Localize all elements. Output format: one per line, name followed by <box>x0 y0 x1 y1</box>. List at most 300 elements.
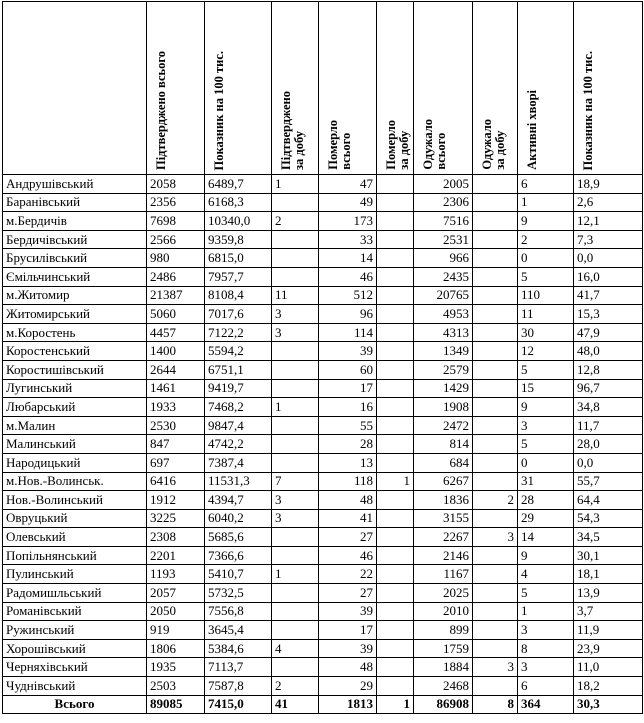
recovered-total: 20765 <box>414 286 473 305</box>
active-rate: 12,8 <box>574 360 643 379</box>
confirmed-daily: 2 <box>272 212 319 231</box>
deaths-daily <box>377 453 414 472</box>
confirmed-total: 6416 <box>147 472 205 491</box>
rate-per-100k: 11531,3 <box>205 472 272 491</box>
rate-per-100k: 9359,8 <box>205 230 272 249</box>
district-name: м.Нов.-Волинськ. <box>3 472 147 491</box>
recovered-daily <box>473 509 518 528</box>
deaths-daily <box>377 342 414 361</box>
confirmed-total: 1933 <box>147 398 205 417</box>
total-deaths-total: 1813 <box>319 695 377 714</box>
confirmed-total: 697 <box>147 453 205 472</box>
active-rate: 11,9 <box>574 621 643 640</box>
deaths-daily <box>377 249 414 268</box>
table-row <box>3 230 643 249</box>
recovered-total: 899 <box>414 621 473 640</box>
district-name: м.Малин <box>3 416 147 435</box>
confirmed-daily: 1 <box>272 565 319 584</box>
recovered-total: 3155 <box>414 509 473 528</box>
active-rate: 3,7 <box>574 602 643 621</box>
recovered-daily <box>473 230 518 249</box>
table-row <box>3 379 643 398</box>
deaths-daily <box>377 491 414 510</box>
deaths-total-header-label: Померло всього <box>326 120 353 170</box>
rate-per-100k: 7017,6 <box>205 305 272 324</box>
recovered-daily <box>473 453 518 472</box>
deaths-total: 46 <box>319 546 377 565</box>
table-row <box>3 416 643 435</box>
confirmed-daily <box>272 435 319 454</box>
rate-per-100k: 5685,6 <box>205 528 272 547</box>
active-cases: 11 <box>518 305 574 324</box>
header-row <box>3 2 643 175</box>
rate-per-100k: 6751,1 <box>205 360 272 379</box>
deaths-total: 96 <box>319 305 377 324</box>
rate-per-100k: 7957,7 <box>205 267 272 286</box>
active-rate: 13,9 <box>574 584 643 603</box>
recovered-total: 2025 <box>414 584 473 603</box>
recovered-total: 7516 <box>414 212 473 231</box>
active-cases: 29 <box>518 509 574 528</box>
confirmed-daily <box>272 379 319 398</box>
deaths-daily <box>377 398 414 417</box>
deaths-daily <box>377 639 414 658</box>
active-rate: 34,5 <box>574 528 643 547</box>
confirmed-daily: 1 <box>272 175 319 194</box>
recovered-daily <box>473 546 518 565</box>
rate-per-100k: 9847,4 <box>205 416 272 435</box>
recovered-daily <box>473 323 518 342</box>
active-rate: 54,3 <box>574 509 643 528</box>
active-rate: 30,1 <box>574 546 643 565</box>
total-recovered-daily: 8 <box>473 695 518 714</box>
active-cases: 0 <box>518 453 574 472</box>
confirmed-total: 2058 <box>147 175 205 194</box>
deaths-daily <box>377 416 414 435</box>
deaths-total: 17 <box>319 621 377 640</box>
deaths-total: 55 <box>319 416 377 435</box>
district-name: Чуднівський <box>3 677 147 696</box>
confirmed-daily: 2 <box>272 677 319 696</box>
table-row <box>3 193 643 212</box>
active-cases: 2 <box>518 230 574 249</box>
confirmed-daily <box>272 249 319 268</box>
active-rate: 28,0 <box>574 435 643 454</box>
table-row <box>3 435 643 454</box>
deaths-total: 114 <box>319 323 377 342</box>
rate-per-100k: 10340,0 <box>205 212 272 231</box>
total-district-name: Всього <box>3 695 147 714</box>
deaths-daily <box>377 286 414 305</box>
active-cases: 5 <box>518 267 574 286</box>
confirmed-daily <box>272 360 319 379</box>
district-name: м.Коростень <box>3 323 147 342</box>
district-name: Лугинський <box>3 379 147 398</box>
confirmed-total-header <box>147 2 205 175</box>
recovered-total: 2579 <box>414 360 473 379</box>
recovered-total: 1429 <box>414 379 473 398</box>
deaths-daily <box>377 621 414 640</box>
deaths-total: 17 <box>319 379 377 398</box>
deaths-total: 118 <box>319 472 377 491</box>
table-row <box>3 677 643 696</box>
recovered-daily <box>473 602 518 621</box>
rate-per-100k: 7556,8 <box>205 602 272 621</box>
table-row <box>3 621 643 640</box>
total-rate-per-100k: 7415,0 <box>205 695 272 714</box>
active-rate: 11,7 <box>574 416 643 435</box>
total-row <box>3 695 643 714</box>
recovered-daily <box>473 416 518 435</box>
confirmed-total: 1461 <box>147 379 205 398</box>
recovered-daily-header <box>473 2 518 175</box>
active-cases: 3 <box>518 621 574 640</box>
active-cases: 3 <box>518 416 574 435</box>
recovered-total: 966 <box>414 249 473 268</box>
confirmed-daily <box>272 230 319 249</box>
recovered-daily <box>473 286 518 305</box>
rate-per-100k: 9419,7 <box>205 379 272 398</box>
rate-per-100k: 8108,4 <box>205 286 272 305</box>
active-cases: 4 <box>518 565 574 584</box>
active-cases: 31 <box>518 472 574 491</box>
recovered-total: 2435 <box>414 267 473 286</box>
table-row <box>3 398 643 417</box>
active-cases: 5 <box>518 435 574 454</box>
confirmed-total: 1193 <box>147 565 205 584</box>
active-cases: 9 <box>518 398 574 417</box>
active-cases: 9 <box>518 212 574 231</box>
recovered-daily <box>473 360 518 379</box>
deaths-daily-header <box>377 2 414 175</box>
active-rate: 0,0 <box>574 453 643 472</box>
district-name: Брусилівський <box>3 249 147 268</box>
confirmed-daily: 7 <box>272 472 319 491</box>
confirmed-daily: 3 <box>272 305 319 324</box>
deaths-total: 27 <box>319 528 377 547</box>
active-cases: 8 <box>518 639 574 658</box>
active-rate: 18,2 <box>574 677 643 696</box>
table-row <box>3 509 643 528</box>
active-rate: 18,9 <box>574 175 643 194</box>
confirmed-total: 1935 <box>147 658 205 677</box>
deaths-daily <box>377 658 414 677</box>
recovered-total: 4953 <box>414 305 473 324</box>
deaths-total: 41 <box>319 509 377 528</box>
active-cases: 5 <box>518 360 574 379</box>
confirmed-total: 2308 <box>147 528 205 547</box>
confirmed-daily: 3 <box>272 491 319 510</box>
table-row <box>3 472 643 491</box>
rate-per-100k: 3645,4 <box>205 621 272 640</box>
recovered-daily: 3 <box>473 658 518 677</box>
district-name: Попільнянський <box>3 546 147 565</box>
active-cases: 15 <box>518 379 574 398</box>
active-cases: 6 <box>518 175 574 194</box>
deaths-total-header <box>319 2 377 175</box>
deaths-total: 48 <box>319 658 377 677</box>
deaths-daily <box>377 602 414 621</box>
rate-per-100k: 7366,6 <box>205 546 272 565</box>
active-rate: 2,6 <box>574 193 643 212</box>
recovered-daily <box>473 639 518 658</box>
rate-per-100k: 7122,2 <box>205 323 272 342</box>
table-body <box>3 175 643 696</box>
rate-per-100k: 5732,5 <box>205 584 272 603</box>
recovered-daily <box>473 267 518 286</box>
recovered-total: 2531 <box>414 230 473 249</box>
active-rate: 18,1 <box>574 565 643 584</box>
district-name: Малинський <box>3 435 147 454</box>
district-name: Коростишівський <box>3 360 147 379</box>
recovered-daily <box>473 565 518 584</box>
recovered-total: 6267 <box>414 472 473 491</box>
total-deaths-daily: 1 <box>377 695 414 714</box>
recovered-total: 2010 <box>414 602 473 621</box>
table-row <box>3 528 643 547</box>
active-cases-header <box>518 2 574 175</box>
deaths-total: 512 <box>319 286 377 305</box>
recovered-total-header-label: Одужало всього <box>421 119 448 170</box>
total-active-rate: 30,3 <box>574 695 643 714</box>
deaths-daily <box>377 212 414 231</box>
confirmed-total: 1400 <box>147 342 205 361</box>
deaths-total: 14 <box>319 249 377 268</box>
district-name: м.Бердичів <box>3 212 147 231</box>
active-rate: 34,8 <box>574 398 643 417</box>
deaths-daily <box>377 379 414 398</box>
confirmed-total: 847 <box>147 435 205 454</box>
district-name: Баранівський <box>3 193 147 212</box>
rate-per-100k: 7113,7 <box>205 658 272 677</box>
district-name: Ємільчинський <box>3 267 147 286</box>
rate-per-100k: 6815,0 <box>205 249 272 268</box>
recovered-total: 2306 <box>414 193 473 212</box>
confirmed-daily-header <box>272 2 319 175</box>
table-row <box>3 249 643 268</box>
rate-per-100k: 6040,2 <box>205 509 272 528</box>
recovered-total: 2468 <box>414 677 473 696</box>
confirmed-total: 2057 <box>147 584 205 603</box>
rate-per-100k: 5594,2 <box>205 342 272 361</box>
district-name: Радомишльський <box>3 584 147 603</box>
active-cases-header-label: Активні хворі <box>525 90 539 170</box>
confirmed-daily <box>272 602 319 621</box>
deaths-total: 173 <box>319 212 377 231</box>
recovered-total: 1349 <box>414 342 473 361</box>
confirmed-total: 4457 <box>147 323 205 342</box>
confirmed-total: 1912 <box>147 491 205 510</box>
recovered-daily <box>473 584 518 603</box>
district-name: м.Житомир <box>3 286 147 305</box>
rate-per-100k: 6168,3 <box>205 193 272 212</box>
confirmed-total: 5060 <box>147 305 205 324</box>
active-rate: 41,7 <box>574 286 643 305</box>
district-name: Андрушівський <box>3 175 147 194</box>
active-rate: 16,0 <box>574 267 643 286</box>
confirmed-total: 2201 <box>147 546 205 565</box>
active-rate-per-100k-header-label: Показник на 100 тис. <box>581 50 595 170</box>
district-name: Коростенський <box>3 342 147 361</box>
recovered-daily <box>473 249 518 268</box>
confirmed-total: 21387 <box>147 286 205 305</box>
confirmed-total: 1806 <box>147 639 205 658</box>
deaths-daily <box>377 193 414 212</box>
active-cases: 3 <box>518 658 574 677</box>
confirmed-daily <box>272 416 319 435</box>
deaths-daily <box>377 323 414 342</box>
recovered-daily <box>473 175 518 194</box>
district-name: Любарський <box>3 398 147 417</box>
recovered-total: 684 <box>414 453 473 472</box>
recovered-daily <box>473 435 518 454</box>
confirmed-daily-header-label: Підтверджено за добу <box>279 91 306 170</box>
confirmed-daily <box>272 546 319 565</box>
recovered-daily <box>473 342 518 361</box>
deaths-daily <box>377 565 414 584</box>
table-row <box>3 305 643 324</box>
table-row <box>3 584 643 603</box>
rate-per-100k: 4394,7 <box>205 491 272 510</box>
confirmed-total: 2530 <box>147 416 205 435</box>
confirmed-daily: 3 <box>272 509 319 528</box>
deaths-total: 22 <box>319 565 377 584</box>
active-rate: 55,7 <box>574 472 643 491</box>
table-row <box>3 212 643 231</box>
deaths-daily <box>377 677 414 696</box>
deaths-daily <box>377 584 414 603</box>
deaths-total: 49 <box>319 193 377 212</box>
deaths-total: 39 <box>319 639 377 658</box>
active-cases: 30 <box>518 323 574 342</box>
recovered-total: 2472 <box>414 416 473 435</box>
confirmed-total: 2356 <box>147 193 205 212</box>
active-cases: 6 <box>518 677 574 696</box>
active-rate: 96,7 <box>574 379 643 398</box>
table-row <box>3 453 643 472</box>
recovered-total: 1908 <box>414 398 473 417</box>
deaths-daily-header-label: Померло за добу <box>384 120 411 170</box>
rate-per-100k-header-label: Показник на 100 тис. <box>212 50 226 170</box>
total-confirmed-total: 89085 <box>147 695 205 714</box>
deaths-total: 13 <box>319 453 377 472</box>
table-row <box>3 639 643 658</box>
recovered-daily <box>473 379 518 398</box>
confirmed-daily <box>272 453 319 472</box>
confirmed-daily <box>272 267 319 286</box>
active-rate: 15,3 <box>574 305 643 324</box>
table-row <box>3 360 643 379</box>
recovered-total: 1836 <box>414 491 473 510</box>
table-row <box>3 342 643 361</box>
district-name: Народицький <box>3 453 147 472</box>
rate-per-100k: 4742,2 <box>205 435 272 454</box>
deaths-daily <box>377 509 414 528</box>
active-cases: 0 <box>518 249 574 268</box>
rate-per-100k: 5410,7 <box>205 565 272 584</box>
deaths-total: 33 <box>319 230 377 249</box>
district-header <box>3 2 147 175</box>
recovered-total: 1759 <box>414 639 473 658</box>
table-row <box>3 546 643 565</box>
recovered-total-header <box>414 2 473 175</box>
confirmed-total: 2566 <box>147 230 205 249</box>
table-row <box>3 323 643 342</box>
active-cases: 5 <box>518 584 574 603</box>
active-rate: 11,0 <box>574 658 643 677</box>
active-cases: 1 <box>518 193 574 212</box>
deaths-daily <box>377 305 414 324</box>
active-rate: 12,1 <box>574 212 643 231</box>
deaths-total: 60 <box>319 360 377 379</box>
recovered-total: 814 <box>414 435 473 454</box>
recovered-total: 1167 <box>414 565 473 584</box>
table-row <box>3 286 643 305</box>
table-row <box>3 658 643 677</box>
district-name: Пулинський <box>3 565 147 584</box>
confirmed-total: 2503 <box>147 677 205 696</box>
covid-stats-table <box>2 1 643 714</box>
confirmed-daily <box>272 528 319 547</box>
confirmed-daily <box>272 658 319 677</box>
deaths-daily: 1 <box>377 472 414 491</box>
recovered-daily <box>473 472 518 491</box>
confirmed-total: 2486 <box>147 267 205 286</box>
rate-per-100k: 5384,6 <box>205 639 272 658</box>
confirmed-total: 2050 <box>147 602 205 621</box>
active-cases: 110 <box>518 286 574 305</box>
confirmed-total: 980 <box>147 249 205 268</box>
table-row <box>3 491 643 510</box>
recovered-daily <box>473 398 518 417</box>
recovered-daily: 2 <box>473 491 518 510</box>
district-name: Хорошівський <box>3 639 147 658</box>
recovered-daily <box>473 621 518 640</box>
district-name: Ружинський <box>3 621 147 640</box>
confirmed-daily <box>272 193 319 212</box>
active-rate: 47,9 <box>574 323 643 342</box>
total-active-cases: 364 <box>518 695 574 714</box>
confirmed-daily <box>272 342 319 361</box>
confirmed-daily: 11 <box>272 286 319 305</box>
recovered-total: 2146 <box>414 546 473 565</box>
district-name: Бердичівський <box>3 230 147 249</box>
deaths-total: 29 <box>319 677 377 696</box>
confirmed-total-header-label: Підтверджено всього <box>154 50 168 170</box>
deaths-total: 48 <box>319 491 377 510</box>
recovered-daily-header-label: Одужало за добу <box>480 119 507 170</box>
active-cases: 9 <box>518 546 574 565</box>
active-rate: 64,4 <box>574 491 643 510</box>
confirmed-total: 3225 <box>147 509 205 528</box>
district-name: Черняхівський <box>3 658 147 677</box>
total-confirmed-daily: 41 <box>272 695 319 714</box>
total-recovered-total: 86908 <box>414 695 473 714</box>
deaths-daily <box>377 230 414 249</box>
district-name: Житомирський <box>3 305 147 324</box>
deaths-total: 28 <box>319 435 377 454</box>
deaths-total: 39 <box>319 602 377 621</box>
recovered-daily: 3 <box>473 528 518 547</box>
district-name: Овруцький <box>3 509 147 528</box>
recovered-total: 4313 <box>414 323 473 342</box>
rate-per-100k: 6489,7 <box>205 175 272 194</box>
active-cases: 28 <box>518 491 574 510</box>
confirmed-daily <box>272 584 319 603</box>
deaths-total: 47 <box>319 175 377 194</box>
deaths-total: 16 <box>319 398 377 417</box>
deaths-daily <box>377 528 414 547</box>
